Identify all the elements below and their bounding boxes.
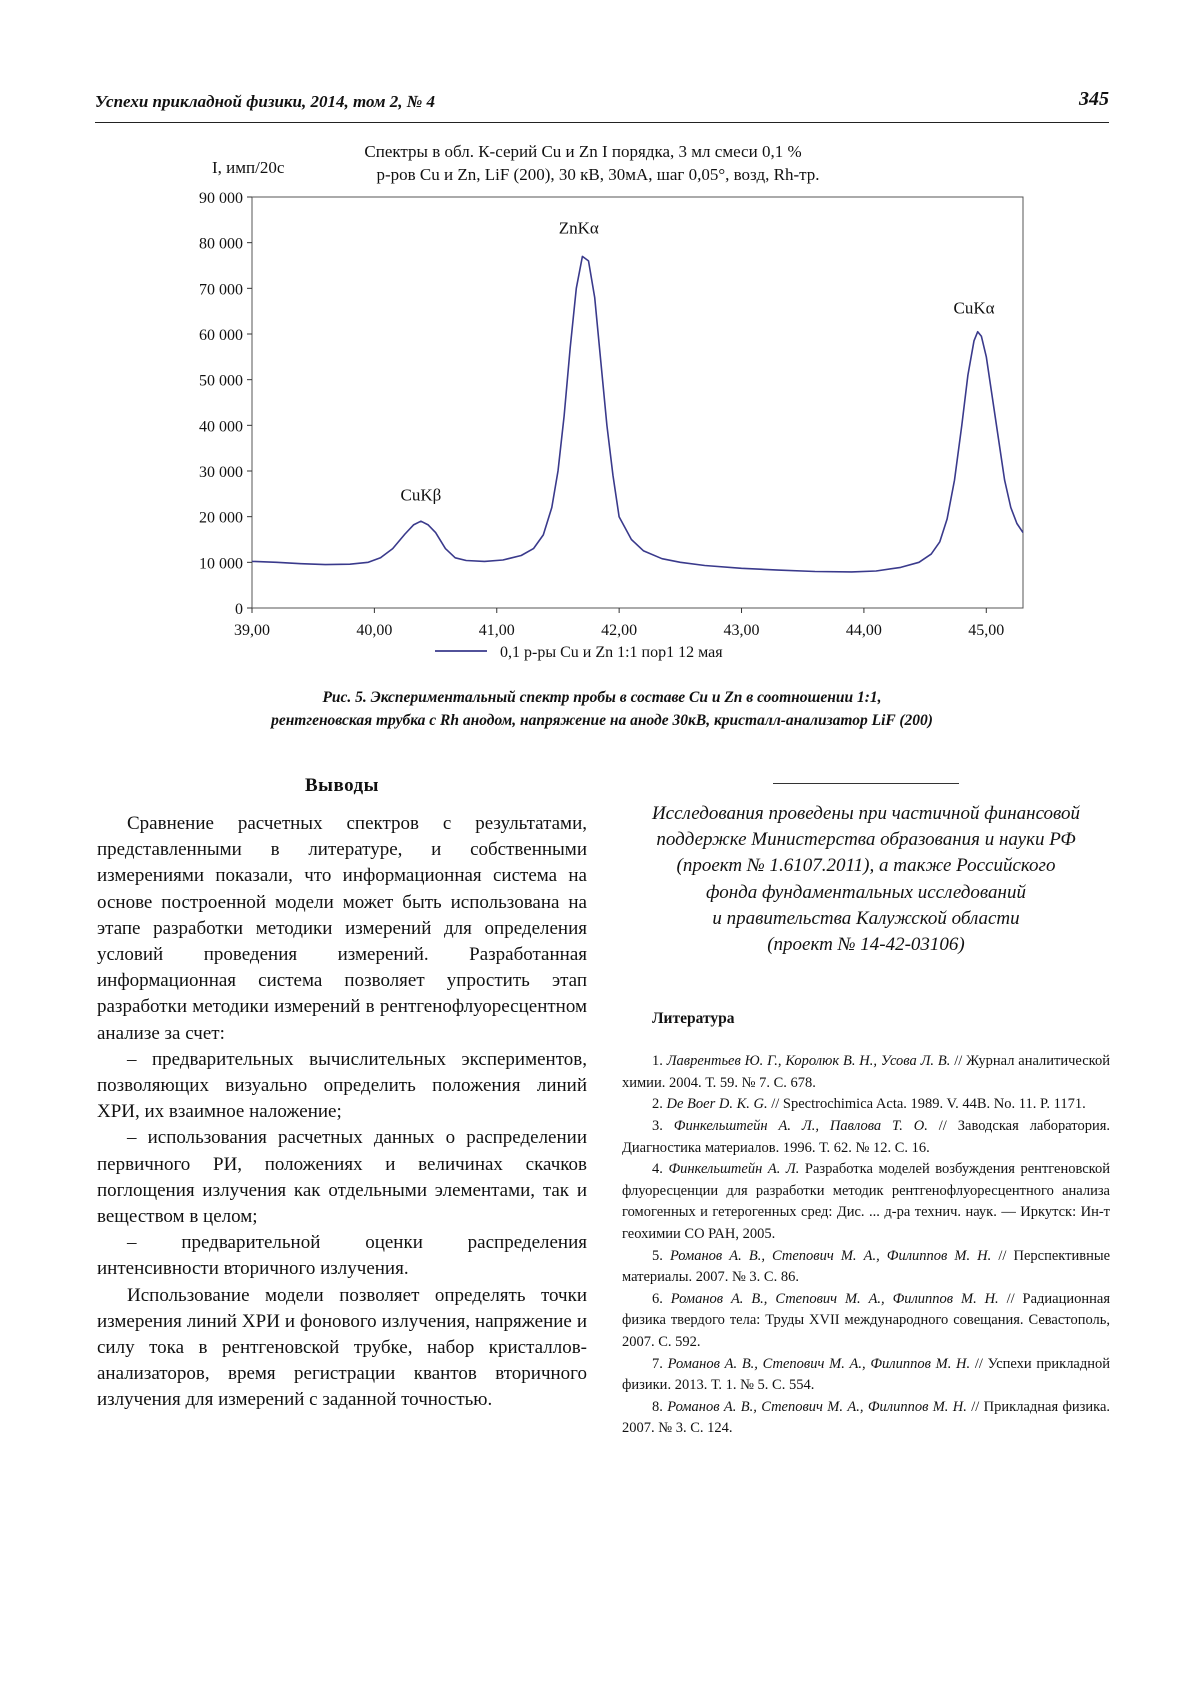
spectrum-chart: [0, 0, 1200, 680]
caption-line-2: рентгеновская трубка с Rh анодом, напряжение на аноде 30кВ, кристалл-анализатор LiF (200): [271, 712, 933, 729]
x-tick-label: 40,00: [356, 622, 393, 639]
y-tick-label: 40 000: [199, 418, 243, 436]
reference-source: // Успехи прикладной физики. 2013. Т. 1. № 5. С. 554.: [622, 1355, 1111, 1394]
reference-source: // Заводская лаборатория. Диагностика материалов. 1996. Т. 62. № 12. С. 16.: [622, 1118, 1111, 1156]
reference-item: [622, 1397, 1110, 1440]
reference-authors: Романов А. В., Степович М. А., Филиппов М. Н.: [669, 1247, 992, 1264]
x-tick-label: 45,00: [968, 622, 1005, 639]
peak-label: CuKβ: [400, 485, 442, 505]
funding-note: [622, 801, 1110, 958]
reference-authors: Романов А. В., Степович М. А., Филиппов М. Н.: [667, 1398, 967, 1415]
conclusions-paragraph: Использование модели позволяет определять точки измерения линий ХРИ и фонового излучения, напряжение и силу тока в рентгеновской трубке, набор кристаллов-анализаторов, время регистрации квантов вторичного излучения для измерений с заданной точностью.: [97, 1284, 587, 1411]
y-tick-label: 20 000: [199, 509, 243, 527]
y-axis-label: I, имп/20с: [212, 158, 285, 177]
funding-line: Исследования проведены при частичной финансовой: [651, 803, 1081, 824]
peak-label: ZnKα: [558, 218, 599, 238]
reference-item: [622, 1094, 1110, 1116]
reference-item: [622, 1159, 1110, 1245]
reference-number: 2.: [652, 1096, 663, 1113]
y-tick-label: 90 000: [199, 190, 243, 207]
reference-source: // Прикладная физика. 2007. № 3. С. 124.: [622, 1398, 1111, 1437]
caption-line-1: Рис. 5. Экспериментальный спектр пробы в составе Cu и Zn в соотношении 1:1,: [322, 689, 882, 706]
reference-list: [622, 1051, 1110, 1440]
conclusions-list-item: – использования расчетных данных о распределении первичного РИ, положениях и величинах скачков поглощения излучения как отдельными элементами, так и веществом в целом;: [97, 1127, 587, 1228]
x-tick-label: 39,00: [234, 622, 270, 639]
reference-item: [622, 1354, 1110, 1397]
reference-number: 5.: [652, 1247, 663, 1264]
conclusions-paragraph: Сравнение расчетных спектров с результатами, представленными в литературе, и собственными измерениями показали, что информационная система на основе построенной модели может быть использована на этапе разработки методики измерений для определения условий проведения измерений. Разработанная информационная система позволяет упростить этап разработки методики измерений в рентгенофлуоресцентном анализе за счет:: [97, 813, 587, 1044]
reference-item: [622, 1246, 1110, 1289]
conclusions-list-item: – предварительной оценки распределения интенсивности вторичного излучения.: [97, 1232, 587, 1280]
x-tick-label: 42,00: [601, 622, 638, 639]
footnote-rule: [773, 783, 959, 784]
literature-title: Литература: [652, 1010, 735, 1028]
reference-number: 8.: [652, 1398, 663, 1415]
reference-source: // Радиационная физика твердого тела: Труды XVII международного совещания. Севастополь, 2007. С. 592.: [622, 1290, 1111, 1350]
reference-item: [622, 1289, 1110, 1354]
reference-authors: Лаврентьев Ю. Г., Королюк В. Н., Усова Л. В.: [666, 1053, 951, 1070]
plot-area-frame: [252, 197, 1023, 608]
page-number: 345: [1079, 88, 1109, 110]
y-tick-label: 50 000: [199, 372, 243, 390]
y-tick-label: 60 000: [199, 327, 243, 344]
y-tick-label: 10 000: [199, 555, 243, 573]
legend-label: 0,1 р-ры Cu и Zn 1:1 пор1 12 мая: [500, 644, 723, 661]
peak-label: CuKα: [953, 298, 995, 318]
funding-line: фонда фундаментальных исследований: [706, 881, 1026, 903]
x-tick-label: 41,00: [478, 622, 515, 639]
y-tick-label: 0: [235, 601, 243, 618]
reference-number: 4.: [652, 1161, 663, 1178]
chart-title-line-2: р-ров Cu и Zn, LiF (200), 30 кВ, 30мА, шаг 0,05°, возд, Rh-тр.: [376, 165, 820, 184]
chart-title-line-1: Спектры в обл. К-серий Cu и Zn I порядка, 3 мл смеси 0,1 %: [364, 142, 802, 161]
reference-number: 6.: [652, 1290, 663, 1307]
y-tick-label: 30 000: [199, 464, 243, 481]
funding-line: (проект № 1.6107.2011), а также Российского: [676, 855, 1056, 877]
reference-authors: Романов А. В., Степович М. А., Филиппов М. Н.: [667, 1355, 971, 1372]
reference-source: Разработка моделей возбуждения рентгеновской флуоресценции для разработки методик рентгенофлуоресцентного анализа гомогенных и гетерогенных сред: Дис. ... д-ра технич. наук. — Иркутск: Ин-т геохимии СО РАН, 2005.: [622, 1161, 1110, 1242]
y-tick-label: 80 000: [199, 235, 243, 253]
conclusions-list-item: – предварительных вычислительных экспериментов, позволяющих визуально определить положения линий ХРИ, их взаимное наложение;: [97, 1048, 587, 1123]
reference-item: [622, 1116, 1110, 1159]
conclusions-section: [97, 775, 587, 1414]
reference-number: 1.: [652, 1053, 663, 1070]
reference-source: // Spectrochimica Acta. 1989. V. 44B. No. 11. P. 1171.: [767, 1096, 1086, 1113]
right-column: [622, 775, 1110, 1440]
reference-authors: De Boer D. K. G.: [666, 1096, 768, 1113]
journal-title: Успехи прикладной физики, 2014, том 2, № 4: [95, 92, 436, 111]
x-tick-label: 44,00: [845, 622, 882, 639]
series-line: [252, 256, 1023, 572]
reference-item: [622, 1051, 1110, 1094]
y-tick-label: 70 000: [199, 281, 243, 299]
funding-line: и правительства Калужской области: [712, 907, 1020, 929]
funding-line: (проект № 14-42-03106): [767, 934, 965, 956]
conclusions-title: Выводы: [304, 775, 380, 796]
reference-source: // Журнал аналитической химии. 2004. Т. 59. № 7. С. 678.: [622, 1053, 1110, 1091]
figure-caption: [95, 686, 1109, 732]
x-tick-label: 43,00: [723, 622, 760, 639]
reference-authors: Финкельштейн А. Л.: [668, 1161, 800, 1178]
funding-line: поддержке Министерства образования и науки РФ: [656, 829, 1076, 851]
reference-authors: Финкельштейн А. Л., Павлова Т. О.: [673, 1118, 928, 1134]
reference-authors: Романов А. В., Степович М. А., Филиппов М. Н.: [670, 1290, 999, 1307]
reference-number: 7.: [652, 1355, 663, 1372]
reference-number: 3.: [652, 1118, 663, 1134]
reference-source: // Перспективные материалы. 2007. № 3. С. 86.: [622, 1247, 1111, 1286]
